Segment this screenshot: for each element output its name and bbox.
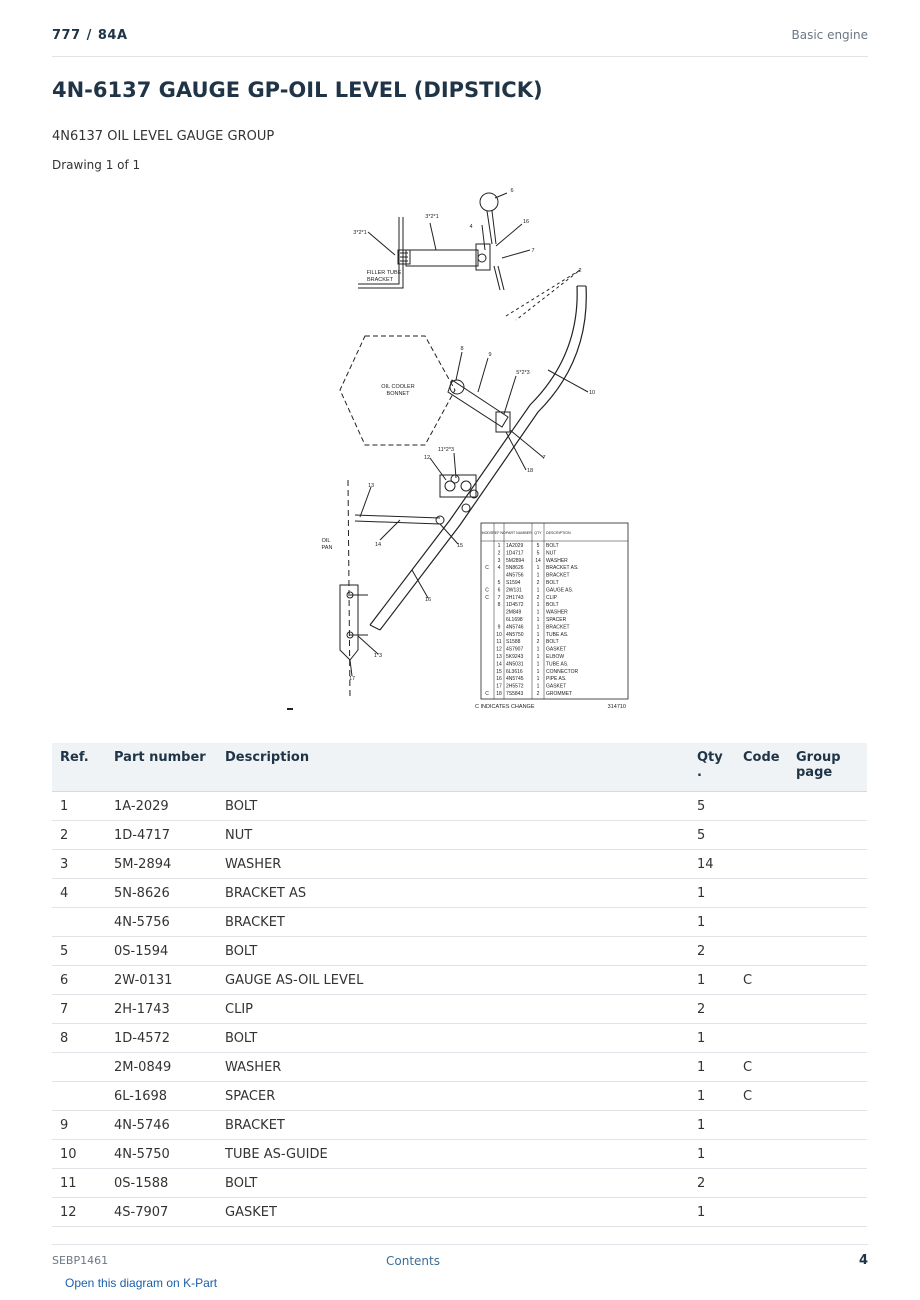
group-page-cell xyxy=(788,1140,867,1169)
part-number-cell: 4N-5750 xyxy=(106,1140,217,1169)
diagram-label-filler-tube: FILLER TUBE xyxy=(366,270,402,276)
inset-table-cell: 7S5843 xyxy=(506,691,524,697)
inset-table-cell: 1 xyxy=(536,654,540,660)
inset-table-cell: 5M2894 xyxy=(506,557,525,564)
ref-cell xyxy=(52,1053,106,1082)
callout: 9 xyxy=(488,352,492,358)
inset-table-cell: 2 xyxy=(536,691,540,697)
ref-cell: 11 xyxy=(52,1169,106,1198)
table-row xyxy=(52,1198,867,1227)
description-cell: NUT xyxy=(217,821,689,850)
inset-table-cell: 1 xyxy=(536,668,540,675)
inset-table-cell: S1588 xyxy=(506,639,521,646)
inset-table-cell: 1 xyxy=(536,565,540,572)
inset-table-cell: 4N5031 xyxy=(506,661,524,668)
part-number-cell: 2H-1743 xyxy=(106,995,217,1024)
callout: 13 xyxy=(367,483,375,489)
ref-cell: 10 xyxy=(52,1140,106,1169)
table-row xyxy=(52,879,867,908)
code-cell: C xyxy=(735,1082,788,1111)
group-page-cell xyxy=(788,821,867,850)
description-cell: WASHER xyxy=(217,850,689,879)
part-number-cell: 0S-1594 xyxy=(106,937,217,966)
group-page-cell xyxy=(788,792,867,821)
inset-table-cell: 4N5750 xyxy=(506,631,524,638)
indicates-change-note: C INDICATES CHANGE xyxy=(475,704,535,710)
part-number-cell: 1D-4572 xyxy=(106,1024,217,1053)
code-cell xyxy=(735,908,788,937)
inset-table-cell: 2W131 xyxy=(506,587,522,594)
ref-cell: 12 xyxy=(52,1198,106,1227)
ref-cell: 2 xyxy=(52,821,106,850)
ref-cell: 4 xyxy=(52,879,106,908)
inset-table-cell: 5 xyxy=(536,543,540,549)
diagram-label-bonnet: BONNET xyxy=(386,391,410,397)
inset-table-header: QTY xyxy=(534,531,542,535)
code-cell xyxy=(735,1140,788,1169)
inset-table-cell: 4N5746 xyxy=(506,624,524,631)
inset-table-cell: 2 xyxy=(536,580,540,586)
callout: 15 xyxy=(456,543,464,549)
callout: 12 xyxy=(423,455,431,461)
ref-cell: 6 xyxy=(52,966,106,995)
description-cell: GASKET xyxy=(217,1198,689,1227)
qty-cell: 2 xyxy=(689,937,735,966)
header-part-number: Part number xyxy=(106,743,217,792)
group-page-cell xyxy=(788,1082,867,1111)
group-page-cell xyxy=(788,850,867,879)
table-row xyxy=(52,1053,867,1082)
description-cell: BOLT xyxy=(217,937,689,966)
model-number: 777 xyxy=(52,28,81,43)
callout: 14 xyxy=(374,542,382,548)
part-number-cell: 5N-8626 xyxy=(106,879,217,908)
inset-table-cell: 5 xyxy=(497,580,501,586)
header-qty: Qty . xyxy=(689,743,735,792)
callout: 8 xyxy=(460,346,464,352)
callout: 11*2*3 xyxy=(437,447,455,453)
page-header xyxy=(52,28,868,57)
part-number-cell: 1D-4717 xyxy=(106,821,217,850)
inset-table-cell: S1594 xyxy=(506,580,521,586)
callout: 16 xyxy=(424,597,432,603)
inset-table-cell: 2 xyxy=(497,550,501,557)
inset-table-cell: 2 xyxy=(536,594,540,601)
group-page-cell xyxy=(788,1053,867,1082)
code-cell xyxy=(735,821,788,850)
code-cell xyxy=(735,1169,788,1198)
inset-table-cell: BOLT xyxy=(546,580,559,586)
inset-table-cell: 12 xyxy=(496,646,502,653)
callout: 16 xyxy=(522,219,530,225)
inset-table-cell: 4S7907 xyxy=(506,646,524,653)
inset-table-cell: 2H5572 xyxy=(506,683,524,690)
callout: 7 xyxy=(542,455,546,461)
inset-table-cell: C xyxy=(485,594,489,601)
inset-table-cell: BOLT xyxy=(546,602,559,609)
ref-cell: 8 xyxy=(52,1024,106,1053)
code-cell xyxy=(735,879,788,908)
inset-table-cell: 3 xyxy=(497,557,501,564)
ref-cell xyxy=(52,908,106,937)
inset-table-cell: 6L3616 xyxy=(506,668,523,675)
inset-table-cell: 2 xyxy=(536,639,540,646)
inset-table-cell: 1 xyxy=(536,624,540,631)
inset-table-cell: 4N5756 xyxy=(506,572,524,579)
table-row xyxy=(52,792,867,821)
part-number-cell: 4S-7907 xyxy=(106,1198,217,1227)
ref-cell: 5 xyxy=(52,937,106,966)
group-page-cell xyxy=(788,1024,867,1053)
inset-table-cell: 5 xyxy=(536,550,540,557)
qty-cell: 1 xyxy=(689,1140,735,1169)
table-row xyxy=(52,850,867,879)
qty-cell: 2 xyxy=(689,1169,735,1198)
callout: 3*2*1 xyxy=(425,214,439,220)
qty-cell: 14 xyxy=(689,850,735,879)
part-number-cell: 1A-2029 xyxy=(106,792,217,821)
inset-table-cell: TUBE AS. xyxy=(546,661,569,668)
ref-cell: 3 xyxy=(52,850,106,879)
callout: 3*2*1 xyxy=(353,230,367,236)
callout: 18 xyxy=(526,468,534,474)
callout: 1*3 xyxy=(373,653,383,659)
header-code: Code xyxy=(735,743,788,792)
inset-table-cell: C xyxy=(485,565,489,572)
contents-link[interactable]: Contents xyxy=(386,1254,440,1268)
inset-table-cell: BRACKET AS. xyxy=(546,565,579,572)
qty-cell: 2 xyxy=(689,995,735,1024)
inset-table-cell: 1 xyxy=(536,676,540,683)
group-subtitle: 4N6137 OIL LEVEL GAUGE GROUP xyxy=(52,129,275,144)
header-description: Description xyxy=(217,743,689,792)
qty-cell: 1 xyxy=(689,879,735,908)
inset-table-cell: 14 xyxy=(535,557,541,564)
parts-table xyxy=(52,743,867,1227)
inset-table-cell: PIPE AS. xyxy=(546,676,567,683)
group-page-cell xyxy=(788,1169,867,1198)
code-cell xyxy=(735,995,788,1024)
inset-table-header: DESCRIPTION xyxy=(546,531,571,535)
inset-table-cell: NUT xyxy=(546,550,557,557)
description-cell: TUBE AS-GUIDE xyxy=(217,1140,689,1169)
inset-table-cell: 5K9243 xyxy=(506,654,524,660)
inset-table-cell: 1D4717 xyxy=(506,550,524,557)
inset-table-cell: 1 xyxy=(536,602,540,609)
inset-table-cell: ELBOW xyxy=(546,654,565,660)
breadcrumb xyxy=(52,28,128,43)
inset-table-cell: CONNECTOR xyxy=(546,668,579,675)
qty-cell: 1 xyxy=(689,908,735,937)
qty-cell: 1 xyxy=(689,1082,735,1111)
part-number-cell: 2W-0131 xyxy=(106,966,217,995)
inset-table-cell: BRACKET xyxy=(546,624,570,631)
callout: 17 xyxy=(348,676,356,682)
inset-table-cell: 11 xyxy=(496,639,502,646)
qty-cell: 5 xyxy=(689,821,735,850)
code-cell xyxy=(735,792,788,821)
breadcrumb-separator: / xyxy=(86,28,92,43)
qty-cell: 5 xyxy=(689,792,735,821)
inset-table-cell: 1D4572 xyxy=(506,602,524,609)
diagram-label-bracket: BRACKET xyxy=(367,277,393,283)
inset-table-cell: 5N8626 xyxy=(506,565,524,572)
description-cell: GAUGE AS-OIL LEVEL xyxy=(217,966,689,995)
callout: 10 xyxy=(588,390,596,396)
inset-table-cell: 4 xyxy=(497,565,501,572)
inset-table-cell: C xyxy=(485,691,489,697)
inset-table-cell: 16 xyxy=(496,676,502,683)
diagram-label-pan: PAN xyxy=(321,545,333,551)
parts-diagram xyxy=(280,180,640,720)
description-cell: WASHER xyxy=(217,1053,689,1082)
ref-cell: 9 xyxy=(52,1111,106,1140)
callout: 2 xyxy=(578,268,582,274)
inset-table-cell: CLIP xyxy=(546,594,558,601)
inset-table-cell: 1A2029 xyxy=(506,543,524,549)
inset-table-cell: 1 xyxy=(536,683,540,690)
description-cell: BRACKET AS xyxy=(217,879,689,908)
inset-table-cell: BRACKET xyxy=(546,572,570,579)
table-row xyxy=(52,1082,867,1111)
table-row xyxy=(52,1111,867,1140)
callout: 5*2*3 xyxy=(516,370,530,376)
inset-table-cell: 1 xyxy=(536,609,540,616)
document-id: SEBP1461 xyxy=(52,1254,109,1267)
table-row xyxy=(52,995,867,1024)
inset-table-cell: 1 xyxy=(536,572,540,579)
serial-prefix: 84A xyxy=(97,28,128,43)
description-cell: CLIP xyxy=(217,995,689,1024)
parts-table-header xyxy=(52,743,867,792)
group-page-cell xyxy=(788,1111,867,1140)
ref-cell: 7 xyxy=(52,995,106,1024)
code-cell xyxy=(735,1111,788,1140)
inset-table-cell: 2H1743 xyxy=(506,594,524,601)
table-row xyxy=(52,1024,867,1053)
callout: 4 xyxy=(469,224,473,230)
drawing-number: 314710 xyxy=(607,704,626,710)
part-number-cell: 0S-1588 xyxy=(106,1169,217,1198)
inset-table-cell: GROMMET xyxy=(546,691,573,697)
table-row xyxy=(52,937,867,966)
callout: 7 xyxy=(531,248,535,254)
inset-table-cell: 1 xyxy=(536,661,540,668)
inset-table-cell: 1 xyxy=(536,646,540,653)
diagram-label-oil-cooler: OIL COOLER xyxy=(381,384,415,390)
description-cell: BRACKET xyxy=(217,908,689,937)
page-footer xyxy=(52,1244,868,1275)
description-cell: BRACKET xyxy=(217,1111,689,1140)
inset-table-cell: 6 xyxy=(497,587,501,594)
section-name: Basic engine xyxy=(791,28,868,42)
code-cell xyxy=(735,1024,788,1053)
code-cell: C xyxy=(735,1053,788,1082)
callout: 6 xyxy=(510,188,514,194)
inset-table-cell: 8 xyxy=(497,602,501,609)
part-number-cell: 2M-0849 xyxy=(106,1053,217,1082)
table-row xyxy=(52,821,867,850)
part-number-cell: 5M-2894 xyxy=(106,850,217,879)
inset-table-cell: BOLT xyxy=(546,543,559,549)
code-cell xyxy=(735,850,788,879)
group-page-cell xyxy=(788,937,867,966)
inset-table-cell: 9 xyxy=(497,624,501,631)
inset-table-cell: SPACER xyxy=(546,617,567,623)
inset-table-cell: 17 xyxy=(496,683,502,690)
group-page-cell xyxy=(788,995,867,1024)
qty-cell: 1 xyxy=(689,1024,735,1053)
table-row xyxy=(52,908,867,937)
part-number-cell: 6L-1698 xyxy=(106,1082,217,1111)
inset-table-header: MODS xyxy=(481,531,493,535)
inset-table-cell: 6L1698 xyxy=(506,617,523,623)
inset-table-cell: 1 xyxy=(536,587,540,594)
qty-cell: 1 xyxy=(689,966,735,995)
group-page-cell xyxy=(788,879,867,908)
qty-cell: 1 xyxy=(689,1198,735,1227)
inset-table-cell: 1 xyxy=(497,543,501,549)
inset-table-cell: BOLT xyxy=(546,639,559,646)
ref-cell xyxy=(52,1082,106,1111)
inset-table-cell: 7 xyxy=(497,594,501,601)
table-row xyxy=(52,1140,867,1169)
code-cell xyxy=(735,1198,788,1227)
inset-table-cell: 18 xyxy=(496,691,502,697)
inset-table-cell: TUBE AS. xyxy=(546,631,569,638)
ref-cell: 1 xyxy=(52,792,106,821)
diagram-label-oil: OIL xyxy=(321,538,331,544)
table-row xyxy=(52,966,867,995)
group-page-cell xyxy=(788,908,867,937)
inset-table-cell: 4N5745 xyxy=(506,676,524,683)
inset-table-cell: C xyxy=(485,587,489,594)
inset-table-cell: WASHER xyxy=(546,609,568,616)
group-page-cell xyxy=(788,1198,867,1227)
inset-table-cell: 14 xyxy=(496,661,502,668)
page-number: 4 xyxy=(858,1253,868,1268)
inset-table-cell: 2M849 xyxy=(506,609,522,616)
qty-cell: 1 xyxy=(689,1111,735,1140)
inset-table-cell: GASKET xyxy=(546,683,567,690)
qty-cell: 1 xyxy=(689,1053,735,1082)
description-cell: BOLT xyxy=(217,1169,689,1198)
inset-table-cell: GAUGE AS. xyxy=(546,587,574,594)
page-title: 4N-6137 GAUGE GP-OIL LEVEL (DIPSTICK) xyxy=(52,78,543,102)
inset-parts-table xyxy=(481,523,628,699)
inset-table-header: PART NUMBER xyxy=(506,531,532,535)
part-number-cell: 4N-5756 xyxy=(106,908,217,937)
part-number-cell: 4N-5746 xyxy=(106,1111,217,1140)
description-cell: BOLT xyxy=(217,792,689,821)
inset-table-cell: 13 xyxy=(496,654,502,660)
inset-table-cell: GASKET xyxy=(546,646,567,653)
group-page-cell xyxy=(788,966,867,995)
scan-mark xyxy=(287,708,293,710)
inset-table-cell: WASHER xyxy=(546,557,568,564)
inset-table-cell: 15 xyxy=(496,668,502,675)
header-group-page: Group page xyxy=(788,743,867,792)
kpart-link[interactable]: Open this diagram on K-Part xyxy=(65,1276,218,1290)
description-cell: SPACER xyxy=(217,1082,689,1111)
description-cell: BOLT xyxy=(217,1024,689,1053)
inset-table-cell: 1 xyxy=(536,617,540,623)
drawing-count: Drawing 1 of 1 xyxy=(52,158,141,172)
inset-table-header: REF NO xyxy=(492,531,506,535)
header-ref: Ref. xyxy=(52,743,106,792)
inset-table-cell: 1 xyxy=(536,631,540,638)
code-cell: C xyxy=(735,966,788,995)
table-row xyxy=(52,1169,867,1198)
code-cell xyxy=(735,937,788,966)
inset-table-cell: 10 xyxy=(496,631,502,638)
